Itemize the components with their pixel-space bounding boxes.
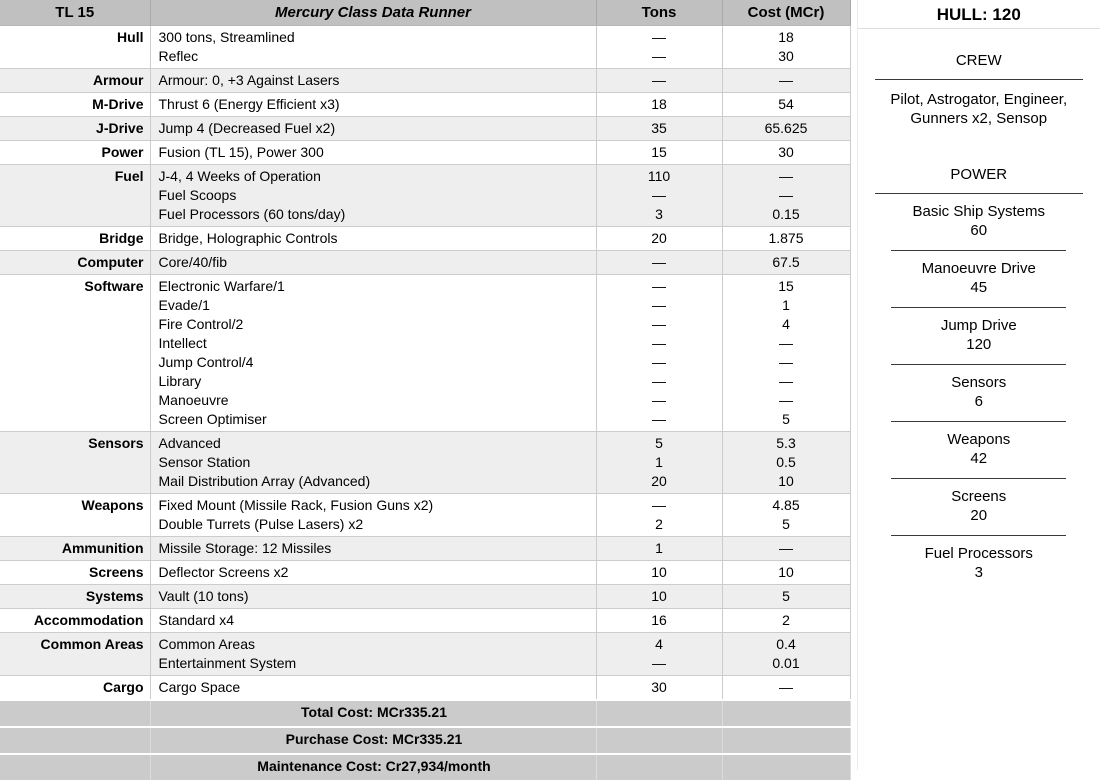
row-costs (722, 494, 850, 537)
row-tons (596, 432, 722, 494)
crew-divider (875, 79, 1083, 80)
power-item-name: Screens (858, 487, 1100, 506)
item-tons: — (603, 277, 716, 296)
row-costs (722, 26, 850, 69)
row-tons (596, 633, 722, 676)
summary-spacer (722, 754, 850, 780)
item-tons: — (603, 391, 716, 410)
item-desc: J-4, 4 Weeks of Operation (159, 167, 590, 186)
row-tons (596, 609, 722, 633)
summary-spacer (596, 754, 722, 780)
item-desc: Standard x4 (159, 611, 590, 630)
item-desc: Fuel Processors (60 tons/day) (159, 205, 590, 224)
item-tons: 2 (603, 515, 716, 534)
item-cost: 0.01 (729, 654, 844, 673)
power-item (858, 194, 1100, 250)
power-item-value: 60 (858, 221, 1100, 240)
row-descriptions (150, 227, 596, 251)
item-cost: 1 (729, 296, 844, 315)
item-tons: 3 (603, 205, 716, 224)
spec-row (0, 93, 850, 117)
item-desc: Cargo Space (159, 678, 590, 697)
item-desc: Library (159, 372, 590, 391)
item-tons: 20 (603, 472, 716, 491)
row-label: Software (0, 275, 150, 432)
item-desc: Sensor Station (159, 453, 590, 472)
spec-row (0, 251, 850, 275)
row-label: Computer (0, 251, 150, 275)
item-tons: 4 (603, 635, 716, 654)
row-label: Ammunition (0, 537, 150, 561)
power-item-value: 42 (858, 449, 1100, 468)
item-cost: — (729, 353, 844, 372)
header-tl: TL 15 (0, 0, 150, 26)
row-costs (722, 432, 850, 494)
spec-row (0, 633, 850, 676)
item-desc: Evade/1 (159, 296, 590, 315)
item-cost: 5.3 (729, 434, 844, 453)
item-desc: Jump 4 (Decreased Fuel x2) (159, 119, 590, 138)
item-desc: Reflec (159, 47, 590, 66)
item-cost: — (729, 334, 844, 353)
item-tons: — (603, 654, 716, 673)
item-desc: Vault (10 tons) (159, 587, 590, 606)
row-descriptions (150, 93, 596, 117)
power-item-name: Fuel Processors (858, 544, 1100, 563)
row-descriptions (150, 117, 596, 141)
item-desc: Electronic Warfare/1 (159, 277, 590, 296)
spec-row (0, 494, 850, 537)
row-costs (722, 93, 850, 117)
crew-heading: CREW (858, 51, 1100, 70)
row-label: Armour (0, 69, 150, 93)
item-tons: 15 (603, 143, 716, 162)
item-tons: — (603, 47, 716, 66)
item-tons: — (603, 372, 716, 391)
row-costs (722, 585, 850, 609)
power-heading: POWER (858, 165, 1100, 184)
header-row (0, 0, 850, 26)
row-tons (596, 26, 722, 69)
row-label: Fuel (0, 165, 150, 227)
row-costs (722, 227, 850, 251)
item-desc: Manoeuvre (159, 391, 590, 410)
row-costs (722, 633, 850, 676)
row-descriptions (150, 633, 596, 676)
spec-row (0, 676, 850, 701)
item-cost: 5 (729, 410, 844, 429)
spec-row (0, 561, 850, 585)
row-descriptions (150, 432, 596, 494)
row-descriptions (150, 69, 596, 93)
row-costs (722, 275, 850, 432)
row-label: Common Areas (0, 633, 150, 676)
summary-spacer (0, 754, 150, 780)
spec-row (0, 275, 850, 432)
power-item-value: 120 (858, 335, 1100, 354)
item-tons: — (603, 28, 716, 47)
item-desc: Fixed Mount (Missile Rack, Fusion Guns x2) (159, 496, 590, 515)
item-cost: 5 (729, 515, 844, 534)
item-cost: 0.5 (729, 453, 844, 472)
row-costs (722, 676, 850, 701)
item-desc: Core/40/fib (159, 253, 590, 272)
item-cost: 4 (729, 315, 844, 334)
power-item-name: Manoeuvre Drive (858, 259, 1100, 278)
row-tons (596, 69, 722, 93)
row-descriptions (150, 494, 596, 537)
summary-spacer (596, 727, 722, 754)
item-cost: 15 (729, 277, 844, 296)
spec-row (0, 609, 850, 633)
item-tons: 5 (603, 434, 716, 453)
row-tons (596, 537, 722, 561)
row-descriptions (150, 275, 596, 432)
row-costs (722, 561, 850, 585)
power-item-name: Basic Ship Systems (858, 202, 1100, 221)
spec-row (0, 117, 850, 141)
summary-spacer (596, 700, 722, 727)
power-item (858, 479, 1100, 535)
item-tons: — (603, 315, 716, 334)
item-cost: — (729, 186, 844, 205)
power-item-name: Sensors (858, 373, 1100, 392)
item-cost: 30 (729, 143, 844, 162)
row-tons (596, 227, 722, 251)
item-desc: Deflector Screens x2 (159, 563, 590, 582)
item-cost: 54 (729, 95, 844, 114)
item-desc: Screen Optimiser (159, 410, 590, 429)
summary-text: Purchase Cost: MCr335.21 (150, 727, 596, 754)
row-costs (722, 537, 850, 561)
spec-row (0, 585, 850, 609)
item-tons: — (603, 253, 716, 272)
header-tons: Tons (596, 0, 722, 26)
row-label: Systems (0, 585, 150, 609)
item-tons: 30 (603, 678, 716, 697)
row-descriptions (150, 561, 596, 585)
item-desc: Mail Distribution Array (Advanced) (159, 472, 590, 491)
row-label: J-Drive (0, 117, 150, 141)
item-cost: 2 (729, 611, 844, 630)
item-cost: — (729, 539, 844, 558)
row-costs (722, 165, 850, 227)
item-tons: 10 (603, 587, 716, 606)
summary-spacer (722, 727, 850, 754)
item-tons: 10 (603, 563, 716, 582)
row-costs (722, 609, 850, 633)
power-item-value: 45 (858, 278, 1100, 297)
row-label: Cargo (0, 676, 150, 701)
item-tons: — (603, 186, 716, 205)
item-desc: 300 tons, Streamlined (159, 28, 590, 47)
item-tons: 35 (603, 119, 716, 138)
item-desc: Double Turrets (Pulse Lasers) x2 (159, 515, 590, 534)
row-label: Power (0, 141, 150, 165)
item-desc: Missile Storage: 12 Missiles (159, 539, 590, 558)
row-descriptions (150, 537, 596, 561)
item-tons: 110 (603, 167, 716, 186)
item-desc: Thrust 6 (Energy Efficient x3) (159, 95, 590, 114)
row-descriptions (150, 609, 596, 633)
spec-row (0, 227, 850, 251)
item-tons: 1 (603, 539, 716, 558)
row-tons (596, 93, 722, 117)
item-desc: Intellect (159, 334, 590, 353)
power-list (858, 194, 1100, 592)
hull-heading: HULL: 120 (858, 0, 1100, 29)
item-cost: 18 (729, 28, 844, 47)
spec-table-header (0, 0, 850, 26)
item-cost: 0.4 (729, 635, 844, 654)
item-desc: Bridge, Holographic Controls (159, 229, 590, 248)
item-cost: 65.625 (729, 119, 844, 138)
row-label: Weapons (0, 494, 150, 537)
power-item-name: Jump Drive (858, 316, 1100, 335)
summary-spacer (722, 700, 850, 727)
row-label: Screens (0, 561, 150, 585)
item-cost: — (729, 678, 844, 697)
power-item-value: 20 (858, 506, 1100, 525)
item-cost: 67.5 (729, 253, 844, 272)
row-tons (596, 561, 722, 585)
item-desc: Advanced (159, 434, 590, 453)
item-desc: Fire Control/2 (159, 315, 590, 334)
sidebar (857, 0, 1100, 770)
ship-class-title: Mercury Class Data Runner (150, 0, 596, 26)
item-cost: 30 (729, 47, 844, 66)
item-desc: Fusion (TL 15), Power 300 (159, 143, 590, 162)
power-item-value: 3 (858, 563, 1100, 582)
spec-row (0, 141, 850, 165)
item-cost: 5 (729, 587, 844, 606)
item-tons: — (603, 71, 716, 90)
power-item (858, 422, 1100, 478)
item-cost: — (729, 372, 844, 391)
item-cost: 0.15 (729, 205, 844, 224)
row-descriptions (150, 141, 596, 165)
summary-spacer (0, 727, 150, 754)
item-tons: — (603, 353, 716, 372)
row-label: Accommodation (0, 609, 150, 633)
item-cost: 1.875 (729, 229, 844, 248)
row-tons (596, 141, 722, 165)
item-tons: 16 (603, 611, 716, 630)
row-costs (722, 251, 850, 275)
summary-spacer (0, 700, 150, 727)
row-label: Hull (0, 26, 150, 69)
row-tons (596, 585, 722, 609)
item-desc: Jump Control/4 (159, 353, 590, 372)
power-item-name: Weapons (858, 430, 1100, 449)
power-item-value: 6 (858, 392, 1100, 411)
row-tons (596, 165, 722, 227)
row-tons (596, 117, 722, 141)
item-tons: 1 (603, 453, 716, 472)
row-descriptions (150, 585, 596, 609)
row-tons (596, 676, 722, 701)
item-desc: Entertainment System (159, 654, 590, 673)
spec-row (0, 432, 850, 494)
power-item (858, 251, 1100, 307)
summary-row (0, 754, 850, 780)
power-item (858, 365, 1100, 421)
row-label: Bridge (0, 227, 150, 251)
spec-row (0, 165, 850, 227)
item-cost: — (729, 71, 844, 90)
row-descriptions (150, 165, 596, 227)
row-label: M-Drive (0, 93, 150, 117)
header-cost: Cost (MCr) (722, 0, 850, 26)
crew-list: Pilot, Astrogator, Engineer, Gunners x2, Sensop (868, 90, 1090, 128)
summary-text: Maintenance Cost: Cr27,934/month (150, 754, 596, 780)
spec-row (0, 26, 850, 69)
row-costs (722, 141, 850, 165)
item-tons: — (603, 410, 716, 429)
summary-text: Total Cost: MCr335.21 (150, 700, 596, 727)
item-desc: Fuel Scoops (159, 186, 590, 205)
item-tons: 18 (603, 95, 716, 114)
row-label: Sensors (0, 432, 150, 494)
row-descriptions (150, 676, 596, 701)
item-cost: 10 (729, 472, 844, 491)
item-desc: Armour: 0, +3 Against Lasers (159, 71, 590, 90)
summary-row (0, 727, 850, 754)
row-tons (596, 275, 722, 432)
row-costs (722, 117, 850, 141)
item-cost: 4.85 (729, 496, 844, 515)
item-tons: — (603, 496, 716, 515)
item-tons: — (603, 334, 716, 353)
item-cost: 10 (729, 563, 844, 582)
row-descriptions (150, 251, 596, 275)
power-item (858, 308, 1100, 364)
row-tons (596, 251, 722, 275)
spec-table-body (0, 26, 850, 780)
row-tons (596, 494, 722, 537)
item-cost: — (729, 167, 844, 186)
item-tons: — (603, 296, 716, 315)
spec-row (0, 537, 850, 561)
power-item (858, 536, 1100, 592)
summary-row (0, 700, 850, 727)
row-descriptions (150, 26, 596, 69)
item-cost: — (729, 391, 844, 410)
item-desc: Common Areas (159, 635, 590, 654)
spec-row (0, 69, 850, 93)
item-tons: 20 (603, 229, 716, 248)
row-costs (722, 69, 850, 93)
